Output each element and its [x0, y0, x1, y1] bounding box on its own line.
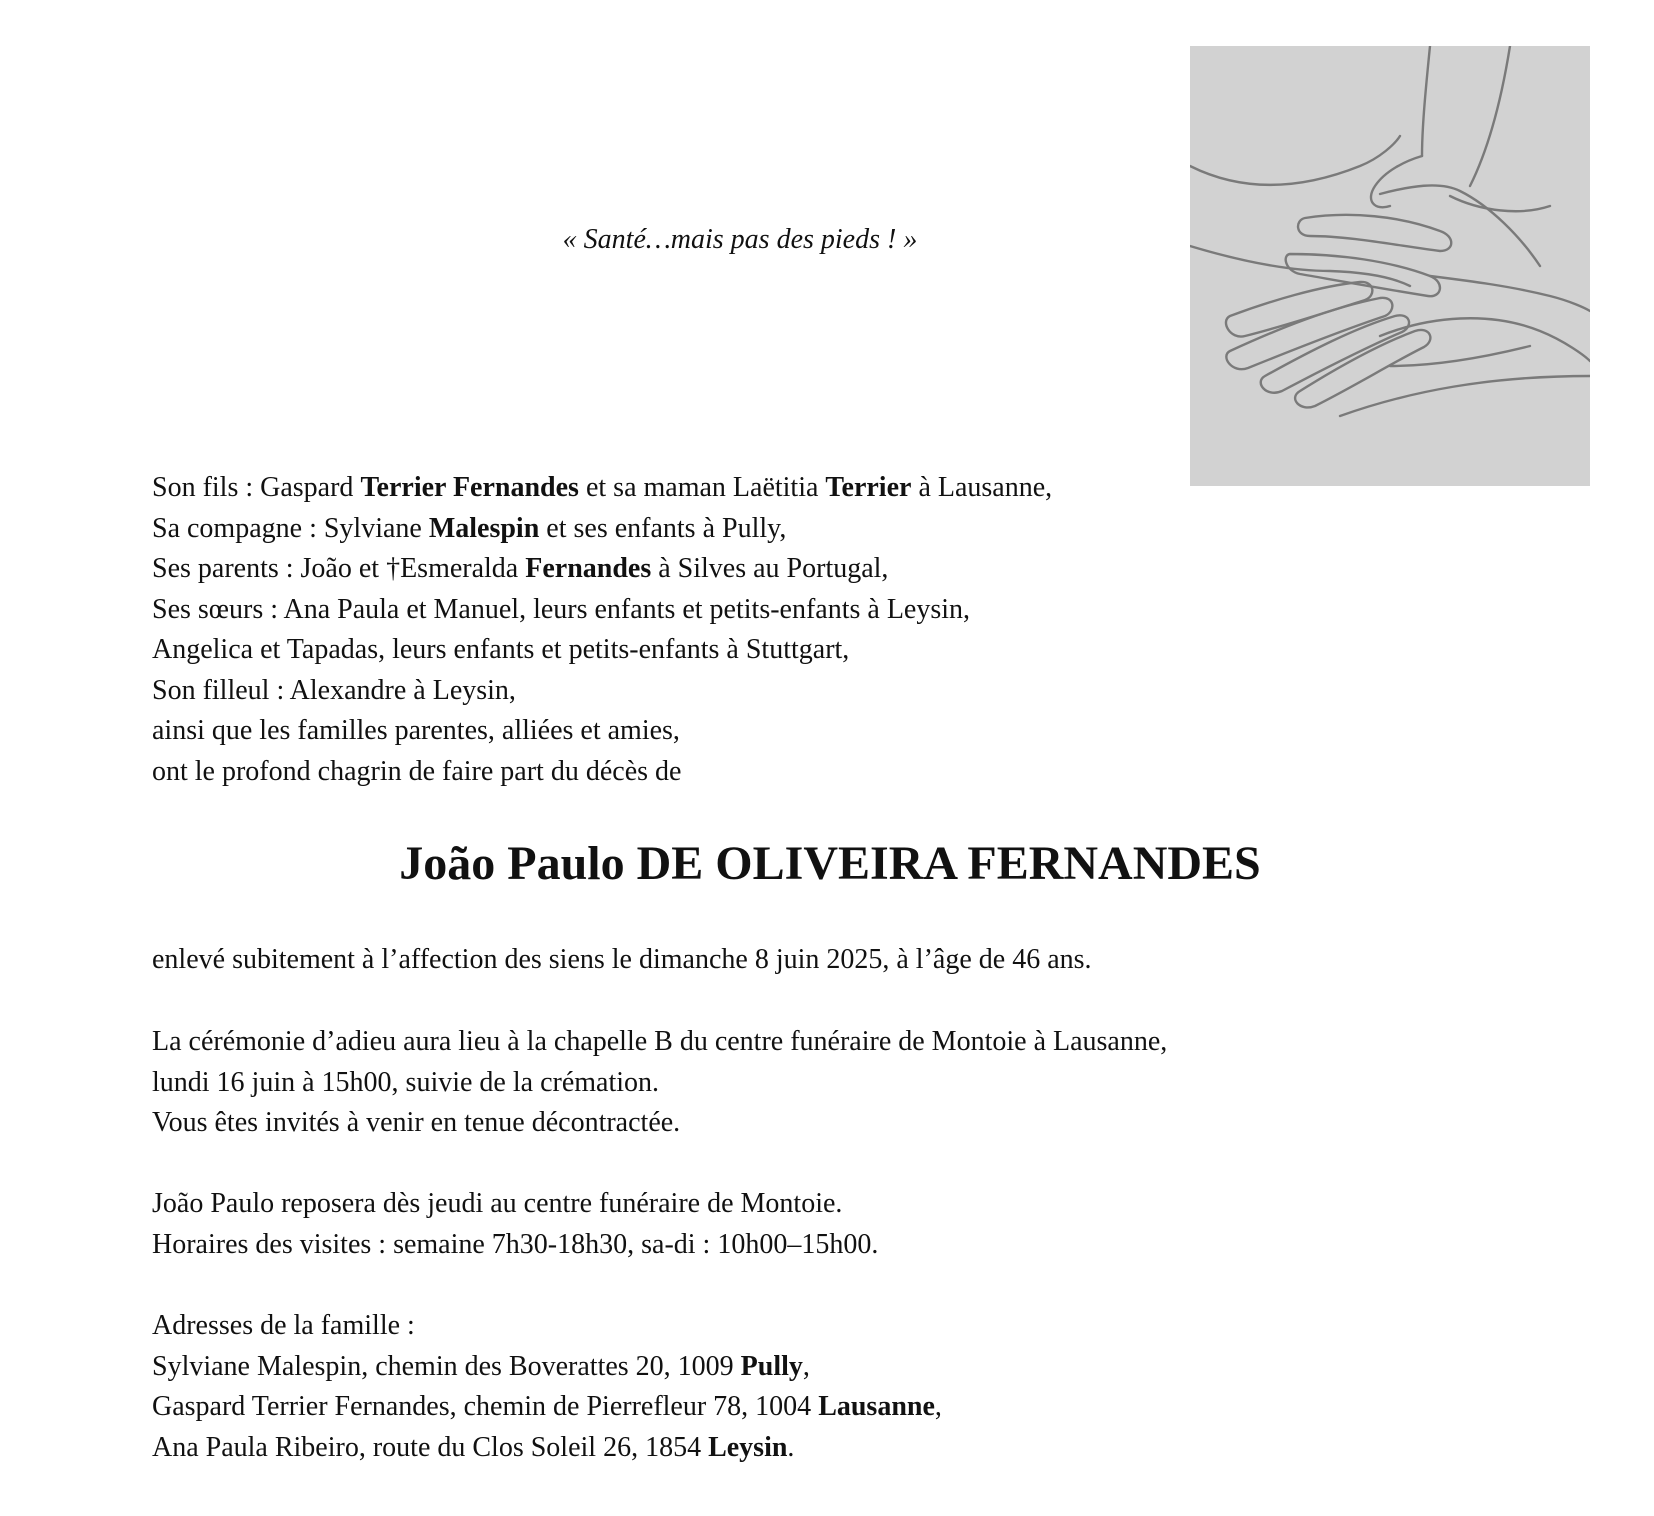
epigraph-quote: « Santé…mais pas des pieds ! »: [562, 224, 918, 255]
hands-stacked-icon: [1190, 46, 1590, 486]
bold-name: Fernandes: [525, 553, 652, 584]
deceased-name: João Paulo DE OLIVEIRA FERNANDES: [399, 837, 1261, 890]
text-segment: Sa compagne : Sylviane: [152, 512, 429, 544]
family-line: [152, 630, 1052, 671]
text-segment: à Lausanne,: [911, 472, 1053, 503]
family-line: [152, 711, 1052, 752]
ceremony-line: Vous êtes invités à venir en tenue décontractée.: [152, 1107, 681, 1138]
family-line: [152, 671, 1052, 712]
bold-name: Pully: [740, 1350, 803, 1382]
ceremony-line: lundi 16 juin à 15h00, suivie de la crémation.: [152, 1066, 660, 1098]
family-line: [152, 752, 1052, 793]
text-segment: .: [787, 1431, 795, 1463]
family-line: [152, 590, 1052, 631]
text-segment: Angelica et Tapadas, leurs enfants et petits-enfants à Stuttgart,: [152, 634, 850, 665]
addresses-list: [152, 1347, 942, 1469]
ceremony-paragraph: [152, 1022, 1167, 1144]
visits-paragraph: [152, 1184, 878, 1265]
visits-line: João Paulo reposera dès jeudi au centre funéraire de Montoie.: [152, 1188, 843, 1219]
family-list: [152, 468, 1052, 792]
address-line: [152, 1347, 942, 1388]
bold-name: Malespin: [428, 512, 540, 544]
address-line: [152, 1428, 942, 1469]
text-segment: Ses parents : João et †Esmeralda: [152, 553, 526, 584]
address-line: [152, 1387, 942, 1428]
bold-name: Terrier Fernandes: [360, 472, 579, 503]
visits-line: Horaires des visites : semaine 7h30-18h30, sa-di : 10h00–15h00.: [152, 1228, 879, 1260]
text-segment: ,: [934, 1391, 942, 1422]
hands-illustration: [1190, 46, 1590, 486]
text-segment: Ses sœurs : Ana Paula et Manuel, leurs enfants et petits-enfants à Leysin,: [152, 593, 971, 625]
family-line: [152, 549, 1052, 590]
text-segment: ont le profond chagrin de faire part du décès de: [152, 755, 682, 787]
ceremony-line: La cérémonie d’adieu aura lieu à la chapelle B du centre funéraire de Montoie à Lausanne,: [152, 1026, 1168, 1057]
text-segment: Son fils : Gaspard: [152, 472, 361, 503]
text-segment: et sa maman Laëtitia: [578, 472, 826, 503]
addresses-heading: Adresses de la famille :: [152, 1310, 415, 1341]
text-segment: Gaspard Terrier Fernandes, chemin de Pierrefleur 78, 1004: [152, 1391, 819, 1422]
text-segment: et ses enfants à Pully,: [539, 512, 787, 544]
bold-name: Lausanne: [818, 1391, 935, 1422]
text-segment: Sylviane Malespin, chemin des Boverattes 20, 1009: [152, 1350, 741, 1382]
text-segment: ,: [802, 1350, 810, 1382]
death-notice: enlevé subitement à l’affection des siens le dimanche 8 juin 2025, à l’âge de 46 ans.: [152, 944, 1092, 975]
text-segment: Ana Paula Ribeiro, route du Clos Soleil 26, 1854: [152, 1431, 709, 1463]
bold-name: Leysin: [708, 1431, 788, 1463]
text-segment: ainsi que les familles parentes, alliées et amies,: [152, 715, 680, 746]
text-segment: Son filleul : Alexandre à Leysin,: [152, 674, 516, 706]
family-line: [152, 468, 1052, 509]
family-line: [152, 509, 1052, 550]
text-segment: à Silves au Portugal,: [651, 553, 889, 584]
bold-name: Terrier: [825, 472, 912, 503]
addresses-section: [152, 1306, 942, 1468]
